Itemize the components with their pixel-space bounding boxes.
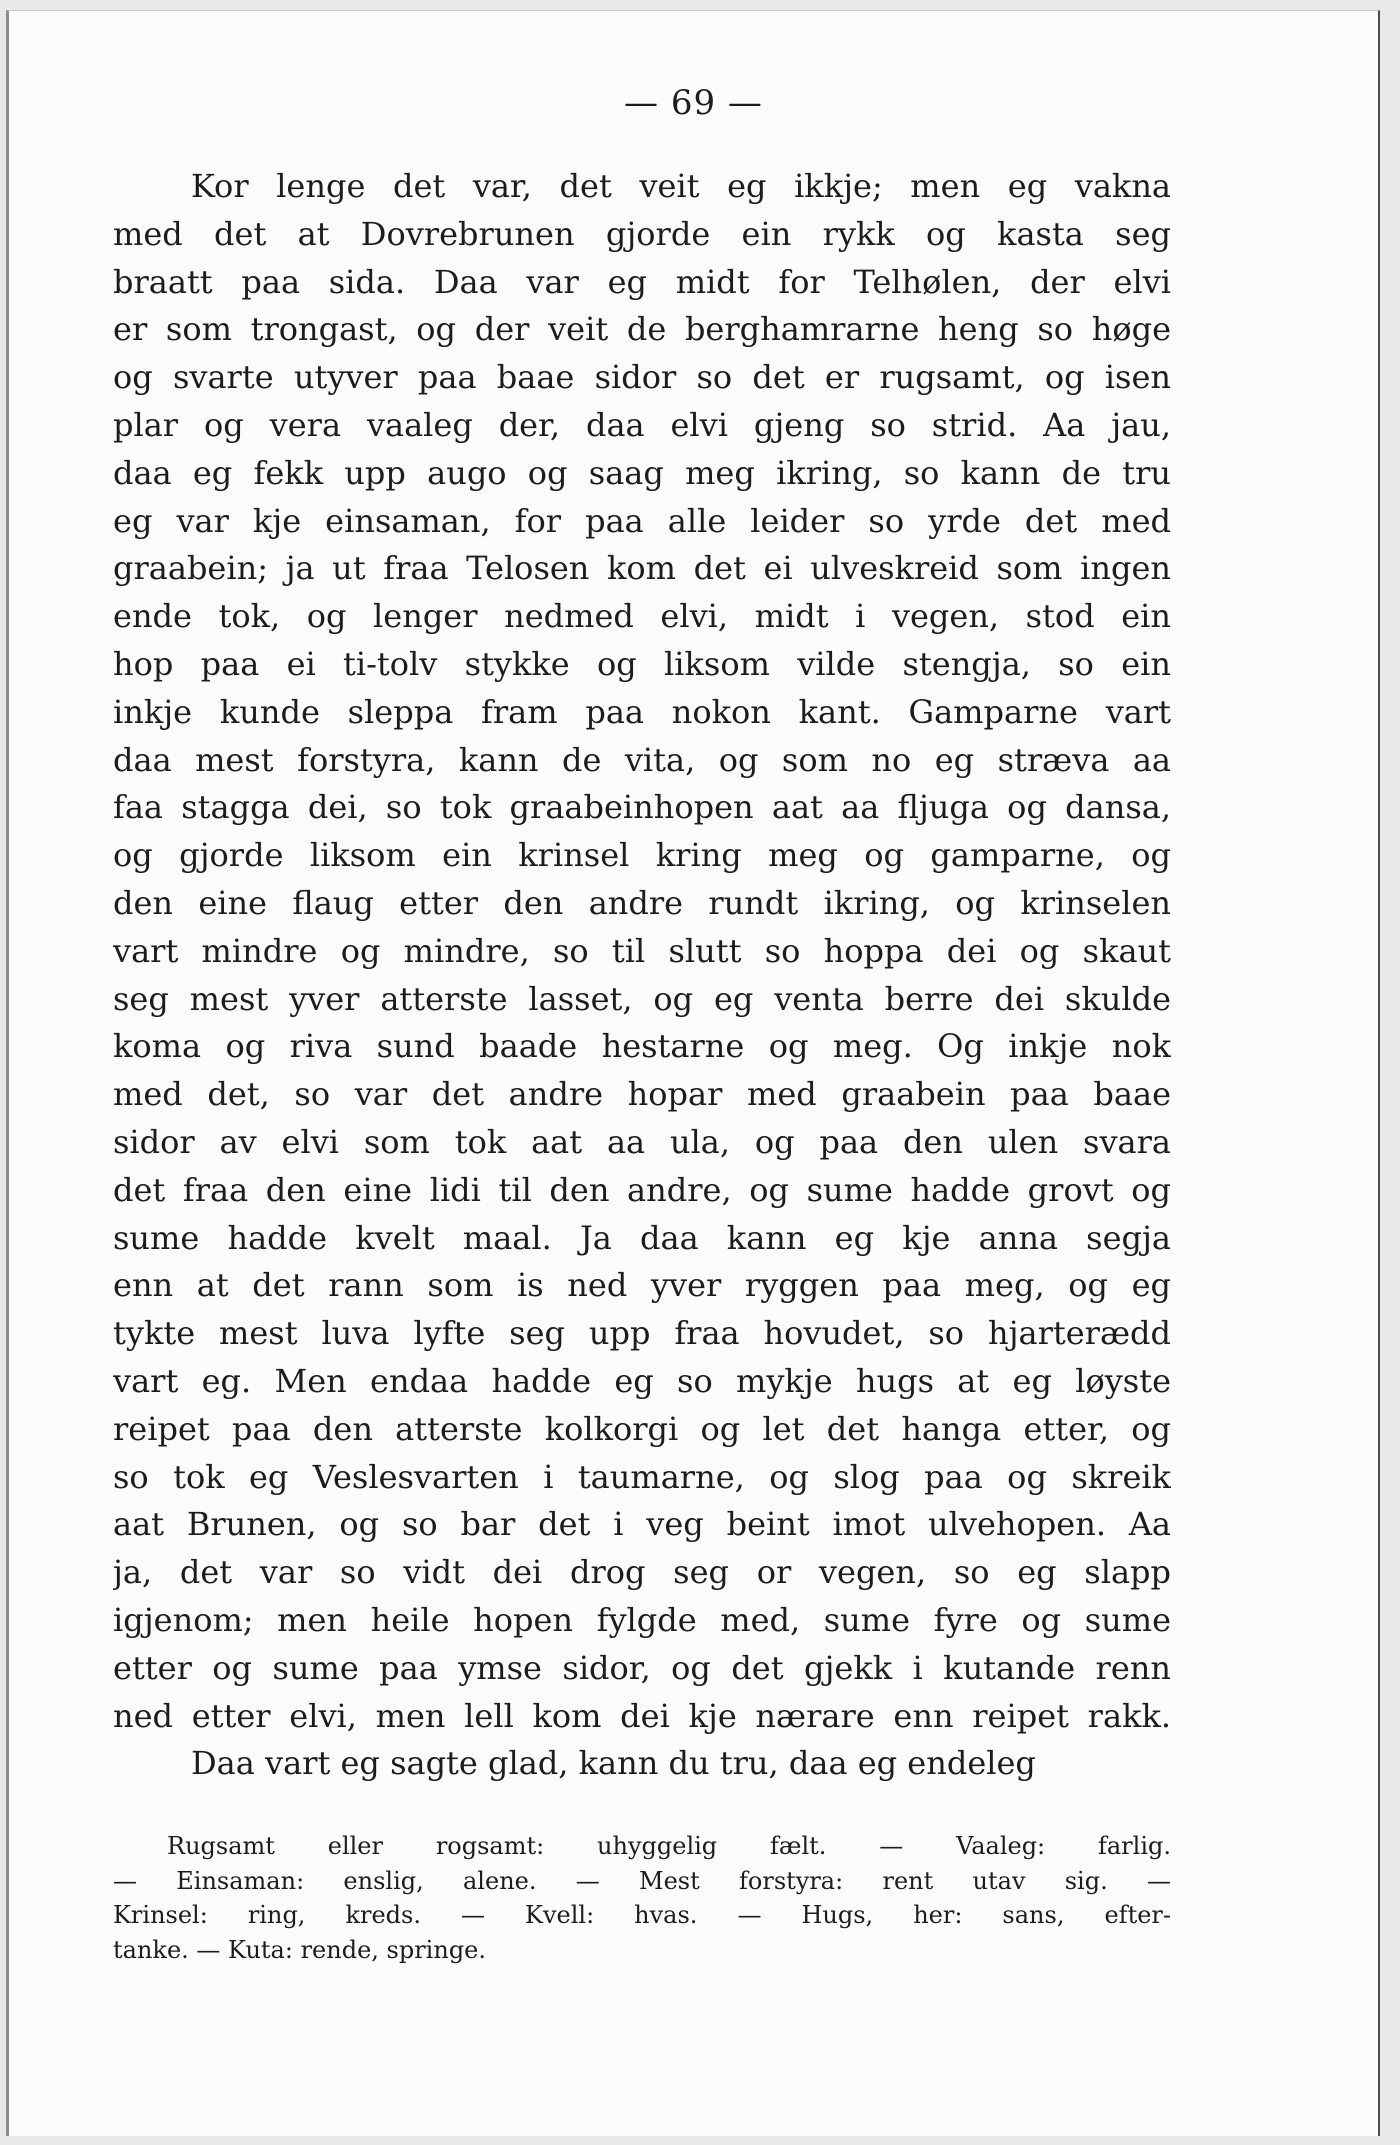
footnote-line: Krinsel: ring, kreds. — Kvell: hvas. — Hugs, her: sans, efter- [113, 1901, 1171, 1929]
text-line: aat Brunen, og so bar det i veg beint imot ulvehopen. Aa [113, 1505, 1171, 1544]
text-line: ja, det var so vidt dei drog seg or vegen, so eg slapp [113, 1553, 1171, 1592]
footnotes [113, 1829, 1171, 1967]
text-line: reipet paa den atterste kolkorgi og let det hanga etter, og [113, 1409, 1171, 1448]
text-line: med det, so var det andre hopar med graabein paa baae [113, 1075, 1171, 1114]
text-line: hop paa ei ti-tolv stykke og liksom vilde stengja, so ein [113, 644, 1171, 683]
text-line: den eine flaug etter den andre rundt ikring, og krinselen [113, 883, 1171, 922]
text-line: vart mindre og mindre, so til slutt so hoppa dei og skaut [113, 931, 1171, 970]
text-line: vart eg. Men endaa hadde eg so mykje hugs at eg løyste [113, 1361, 1171, 1400]
text-line: seg mest yver atterste lasset, og eg venta berre dei skulde [113, 979, 1171, 1018]
text-line: faa stagga dei, so tok graabeinhopen aat aa fljuga og dansa, [113, 788, 1171, 827]
text-line: plar og vera vaaleg der, daa elvi gjeng so strid. Aa jau, [113, 405, 1171, 444]
body-text [113, 163, 1171, 1788]
text-line: inkje kunde sleppa fram paa nokon kant. Gamparne vart [113, 692, 1171, 731]
footnote-line: — Einsaman: enslig, alene. — Mest forstyra: rent utav sig. — [113, 1866, 1171, 1895]
text-line: so tok eg Veslesvarten i taumarne, og slog paa og skreik [113, 1457, 1171, 1496]
text-line: koma og riva sund baade hestarne og meg. Og inkje nok [113, 1027, 1171, 1066]
text-line: igjenom; men heile hopen fylgde med, sume fyre og sume [113, 1600, 1171, 1639]
text-line: Daa vart eg sagte glad, kann du tru, daa eg endeleg [191, 1744, 1036, 1783]
text-line: er som trongast, og der veit de berghamrarne heng so høge [113, 310, 1171, 349]
text-line: ned etter elvi, men lell kom dei kje nærare enn reipet rakk. [113, 1696, 1171, 1735]
text-line: braatt paa sida. Daa var eg midt for Telhølen, der elvi [113, 262, 1171, 301]
text-line: og svarte utyver paa baae sidor so det er rugsamt, og isen [113, 358, 1171, 397]
text-line: med det at Dovrebrunen gjorde ein rykk og kasta seg [113, 214, 1171, 253]
text-line: det fraa den eine lidi til den andre, og sume hadde grovt og [113, 1170, 1171, 1209]
text-line: tykte mest luva lyfte seg upp fraa hovudet, so hjarterædd [113, 1314, 1171, 1353]
text-line: enn at det rann som is ned yver ryggen paa meg, og eg [113, 1266, 1171, 1305]
page-number: — 69 — [624, 83, 763, 123]
text-line: sume hadde kvelt maal. Ja daa kann eg kje anna segja [113, 1218, 1171, 1257]
text-line: Kor lenge det var, det veit eg ikkje; men eg vakna [191, 167, 1171, 205]
text-line: etter og sume paa ymse sidor, og det gjekk i kutande renn [113, 1648, 1171, 1687]
text-line: eg var kje einsaman, for paa alle leider so yrde det med [113, 501, 1171, 540]
footnote-line: tanke. — Kuta: rende, springe. [113, 1935, 487, 1964]
text-line: daa mest forstyra, kann de vita, og som no eg stræva aa [113, 740, 1171, 779]
text-line: sidor av elvi som tok aat aa ula, og paa den ulen svara [113, 1122, 1171, 1161]
footnote-line: Rugsamt eller rogsamt: uhyggelig fælt. — Vaaleg: farlig. [167, 1832, 1171, 1860]
text-line: og gjorde liksom ein krinsel kring meg og gamparne, og [113, 836, 1171, 875]
book-page [6, 10, 1380, 2136]
text-line: daa eg fekk upp augo og saag meg ikring, so kann de tru [113, 453, 1171, 492]
text-line: graabein; ja ut fraa Telosen kom det ei ulveskreid som ingen [113, 549, 1171, 588]
text-line: ende tok, og lenger nedmed elvi, midt i vegen, stod ein [113, 597, 1171, 636]
